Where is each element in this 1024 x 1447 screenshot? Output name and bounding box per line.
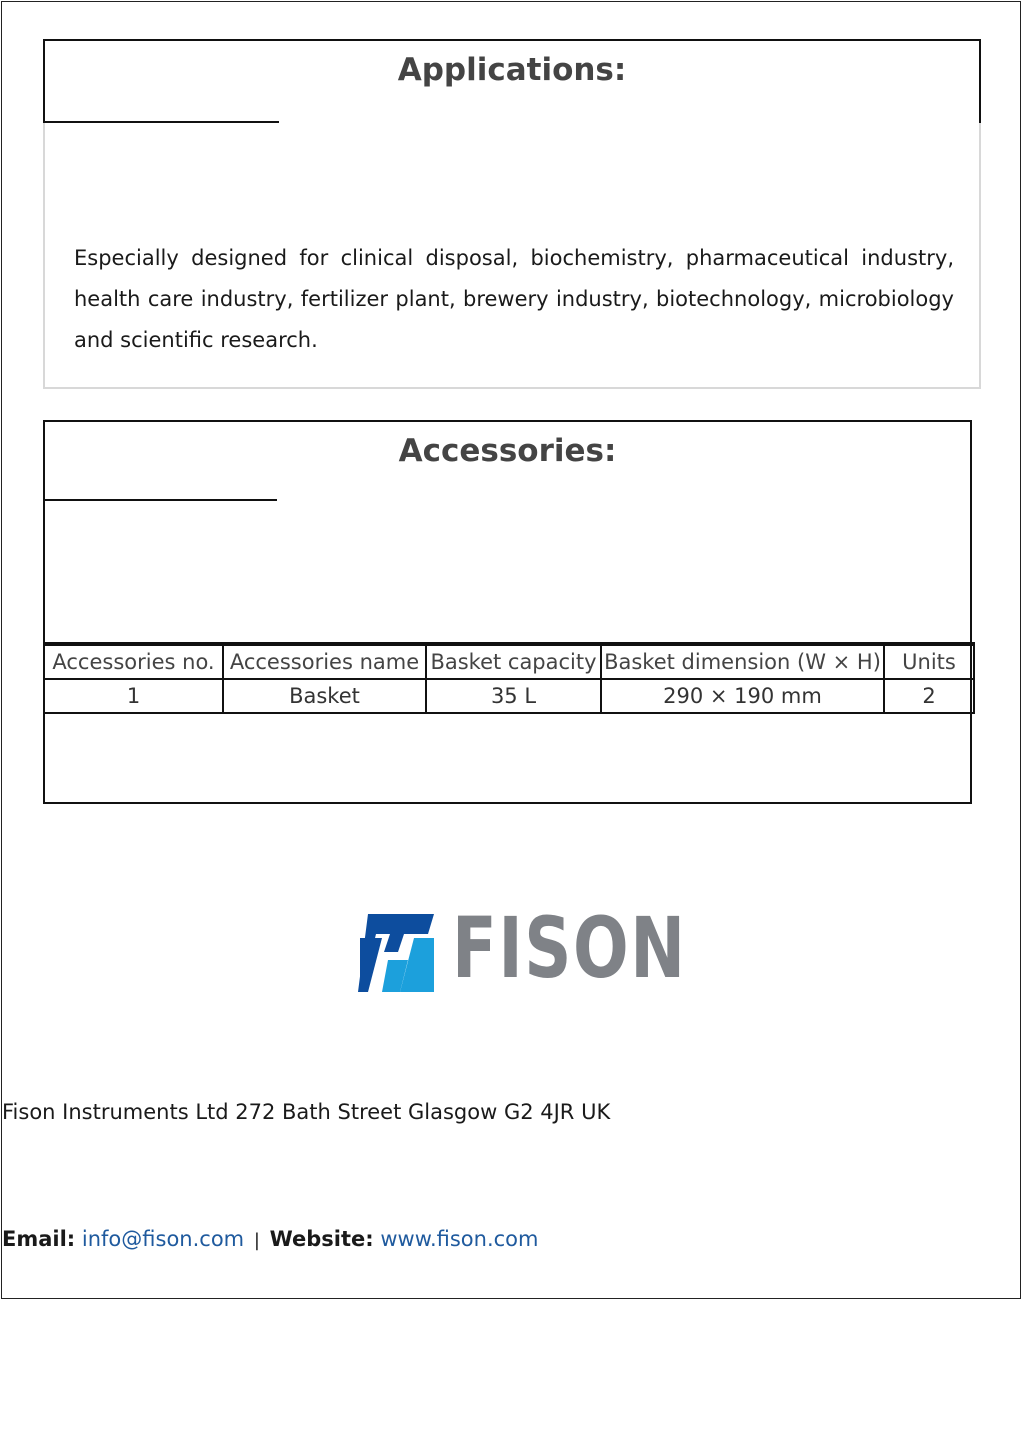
company-address: Fison Instruments Ltd 272 Bath Street Glasgow G2 4JR UK bbox=[2, 1100, 611, 1124]
fison-logo bbox=[358, 899, 687, 997]
accessories-header-rule bbox=[43, 499, 277, 501]
cell-accessories-no: 1 bbox=[44, 679, 223, 713]
email-label: Email: bbox=[2, 1227, 76, 1251]
table-row bbox=[44, 679, 974, 713]
cell-basket-dimension: 290 × 190 mm bbox=[601, 679, 884, 713]
accessories-panel bbox=[43, 420, 972, 804]
column-header-units: Units bbox=[884, 644, 974, 679]
cell-units: 2 bbox=[884, 679, 974, 713]
website-label: Website: bbox=[269, 1227, 374, 1251]
column-header-basket-dimension: Basket dimension (W × H) bbox=[601, 644, 884, 679]
contact-line bbox=[2, 1227, 539, 1251]
cell-accessories-name: Basket bbox=[223, 679, 426, 713]
applications-header-rule bbox=[43, 121, 279, 123]
accessories-title: Accessories: bbox=[398, 433, 617, 469]
column-header-accessories-no: Accessories no. bbox=[44, 644, 223, 679]
website-link[interactable]: www.fison.com bbox=[380, 1227, 539, 1251]
cell-basket-capacity: 35 L bbox=[426, 679, 601, 713]
email-link[interactable]: info@fison.com bbox=[81, 1227, 245, 1251]
applications-title: Applications: bbox=[397, 52, 627, 88]
fison-f-logo-icon bbox=[358, 912, 436, 992]
table-header-row bbox=[44, 644, 974, 679]
applications-description: Especially designed for clinical disposal, biochemistry, pharmaceutical industry, health care industry, fertilizer plant, brewery industry, biotechnology, microbiology and scientific research. bbox=[74, 246, 954, 352]
separator: | bbox=[253, 1230, 260, 1251]
fison-wordmark: FISON bbox=[452, 899, 687, 997]
accessories-table bbox=[43, 642, 975, 714]
column-header-basket-capacity: Basket capacity bbox=[426, 644, 601, 679]
column-header-accessories-name: Accessories name bbox=[223, 644, 426, 679]
